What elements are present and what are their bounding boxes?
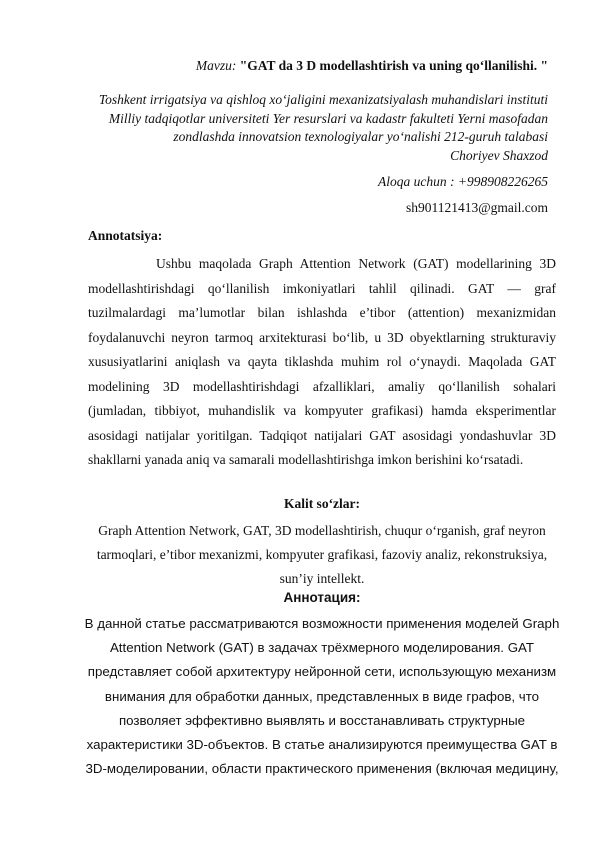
annotation-ru-heading: Аннотация:: [283, 590, 361, 605]
annotation-heading: Annotatsiya:: [88, 228, 163, 243]
contact-email: sh901121413@gmail.com: [405, 200, 548, 215]
author-affiliation: Toshkent irrigatsiya va qishloq xo‘jaligini mexanizatsiyalash muhandislari instituti Milliy tadqiqotlar universiteti Yer resurslari va kadastr fakulteti Yerni masofadan zondlashda innovatsion texnologiyalar yo‘nalishi 212-guruh talabasi: [98, 92, 548, 144]
topic-line: [196, 58, 548, 74]
contact-phone: Aloqa uchun : +998908226265: [378, 174, 548, 189]
annotation-text: Ushbu maqolada Graph Attention Network (GAT) modellarining 3D modellashtirishdagi qo‘llanilish imkoniyatlari tahlil qilinadi. GAT — graf tuzilmalardagi ma’lumotlar bilan ishlashda e’tibor (attention) mexanizmidan foydalanuvchi neyron tarmoq arxitekturasi bo‘lib, u 3D obyektlarning strukturaviy xususiyatlarini aniqlash va qayta tiklashda muhim rol o‘ynaydi. Maqolada GAT modelining 3D modellashtirishdagi afzalliklari, amaliy qo‘llanilish sohalari (jumladan, tibbiyot, muhandislik va kompyuter grafikasi) hamda eksperimentlar asosidagi natijalar yoritilgan. Tadqiqot natijalari GAT asosidagi yondashuvlar 3D shakllarni yanada aniq va samarali modellashtirishga imkon berishini ko‘rsatadi.: [88, 256, 556, 467]
keywords-heading: Kalit so‘zlar:: [283, 496, 361, 511]
author-name: Choriyev Shaxzod: [450, 148, 548, 163]
paper-title: "GAT da 3 D modellashtirish va uning qo‘llanilishi. ": [239, 58, 548, 73]
keywords-text: Graph Attention Network, GAT, 3D modellashtirish, chuqur o‘rganish, graf neyron tarmoqlari, e’tibor mexanizmi, kompyuter grafikasi, fazoviy analiz, rekonstruksiya, sun’iy intellekt.: [96, 523, 548, 586]
annotation-paragraph: [88, 252, 556, 473]
annotation-ru-text: В данной статье рассматриваются возможности применения моделей Graph Attention Network (GAT) в задачах трёхмерного моделирования. GAT представляет собой архитектуру нейронной сети, использующую механизм внимания для обработки данных, представленных в виде графов, что позволяет эффективно выявлять и восстанавливать структурные характеристики 3D-объектов. В статье анализируются преимущества GAT в 3D-моделировании, области практического применения (включая медицину,: [84, 616, 560, 777]
topic-label: Mavzu:: [195, 58, 237, 73]
